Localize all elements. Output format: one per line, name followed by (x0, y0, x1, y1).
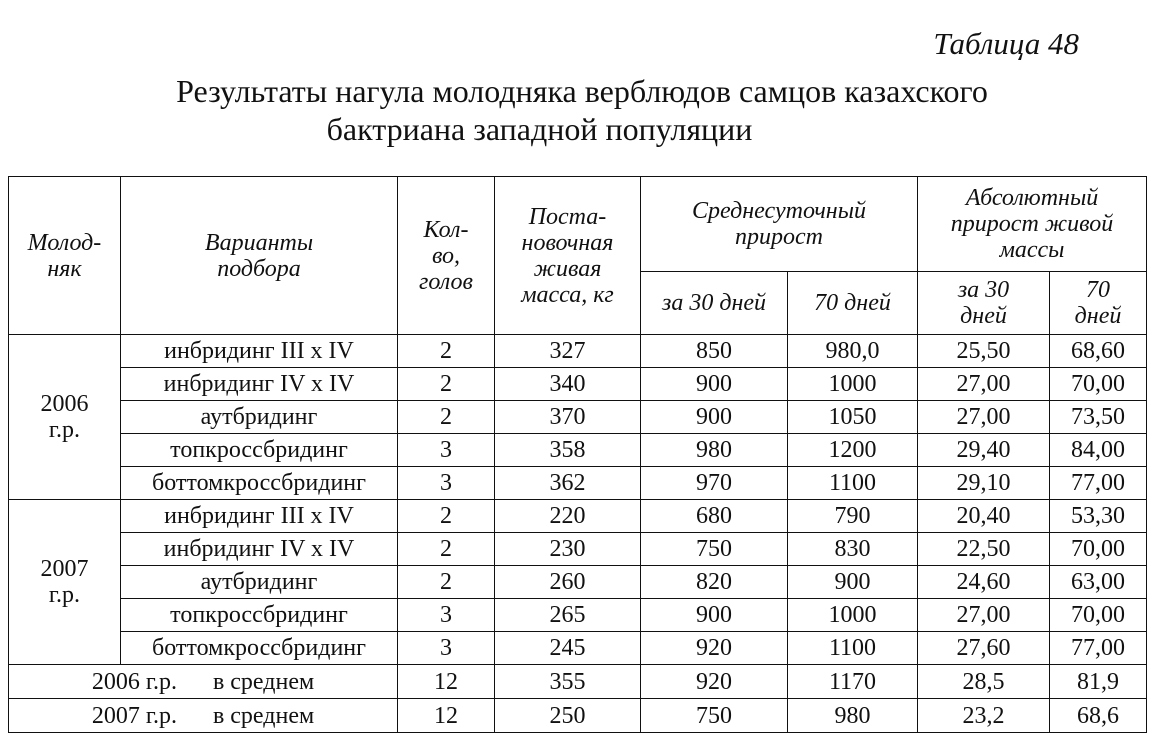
average-row-2007 (9, 699, 1147, 733)
table-row (9, 632, 1147, 665)
variant-cell: боттомкроссбридинг (121, 632, 398, 665)
count-cell: 2 (398, 401, 495, 434)
variant-cell: инбридинг III x IV (121, 335, 398, 368)
daily70-cell: 1200 (788, 434, 918, 467)
variant-cell: инбридинг III x IV (121, 500, 398, 533)
table-row (9, 599, 1147, 632)
variant-cell: топкроссбридинг (121, 434, 398, 467)
abs70-cell: 77,00 (1050, 467, 1147, 500)
abs70-cell: 70,00 (1050, 599, 1147, 632)
header-count: Кол- во, голов (398, 177, 495, 335)
daily30-cell: 900 (641, 368, 788, 401)
abs30-cell: 27,00 (918, 599, 1050, 632)
daily30-cell: 980 (641, 434, 788, 467)
daily70-cell: 1170 (788, 665, 918, 699)
mass-cell: 220 (495, 500, 641, 533)
daily30-cell: 750 (641, 699, 788, 733)
abs30-cell: 24,60 (918, 566, 1050, 599)
year-cell-2007: 2007 г.р. (9, 500, 121, 665)
mass-cell: 260 (495, 566, 641, 599)
daily30-cell: 900 (641, 401, 788, 434)
average-row-2006 (9, 665, 1147, 699)
daily30-cell: 750 (641, 533, 788, 566)
variant-cell: инбридинг IV x IV (121, 368, 398, 401)
abs70-cell: 77,00 (1050, 632, 1147, 665)
header-absolute-gain: Абсолютный прирост живой массы (918, 177, 1147, 272)
header-daily-70: 70 дней (788, 272, 918, 335)
mass-cell: 358 (495, 434, 641, 467)
table-row (9, 434, 1147, 467)
daily30-cell: 900 (641, 599, 788, 632)
abs70-cell: 70,00 (1050, 533, 1147, 566)
abs70-cell: 68,60 (1050, 335, 1147, 368)
table-row (9, 467, 1147, 500)
count-cell: 3 (398, 599, 495, 632)
daily70-cell: 1000 (788, 599, 918, 632)
mass-cell: 327 (495, 335, 641, 368)
abs30-cell: 27,00 (918, 401, 1050, 434)
daily30-cell: 920 (641, 665, 788, 699)
variant-cell: аутбридинг (121, 401, 398, 434)
abs30-cell: 27,00 (918, 368, 1050, 401)
average-label: 2007 г.р. в среднем (9, 699, 398, 733)
table-number: Таблица 48 (933, 26, 1079, 61)
abs70-cell: 70,00 (1050, 368, 1147, 401)
daily70-cell: 1050 (788, 401, 918, 434)
abs30-cell: 29,10 (918, 467, 1050, 500)
count-cell: 2 (398, 533, 495, 566)
header-abs-70: 70 дней (1050, 272, 1147, 335)
count-cell: 3 (398, 632, 495, 665)
count-cell: 12 (398, 665, 495, 699)
abs70-cell: 84,00 (1050, 434, 1147, 467)
abs30-cell: 27,60 (918, 632, 1050, 665)
table-row (9, 401, 1147, 434)
header-daily-gain: Среднесуточный прирост (641, 177, 918, 272)
count-cell: 2 (398, 368, 495, 401)
abs70-cell: 81,9 (1050, 665, 1147, 699)
header-abs-30: за 30 дней (918, 272, 1050, 335)
count-cell: 2 (398, 566, 495, 599)
daily30-cell: 920 (641, 632, 788, 665)
daily70-cell: 980 (788, 699, 918, 733)
header-youngstock: Молод- няк (9, 177, 121, 335)
abs30-cell: 20,40 (918, 500, 1050, 533)
daily70-cell: 980,0 (788, 335, 918, 368)
count-cell: 2 (398, 500, 495, 533)
table-row (9, 500, 1147, 533)
daily30-cell: 970 (641, 467, 788, 500)
mass-cell: 245 (495, 632, 641, 665)
title-line-2: бактриана западной популяции (326, 111, 753, 147)
table-row (9, 566, 1147, 599)
abs30-cell: 25,50 (918, 335, 1050, 368)
count-cell: 2 (398, 335, 495, 368)
mass-cell: 355 (495, 665, 641, 699)
table-row (9, 368, 1147, 401)
table-row (9, 335, 1147, 368)
results-table (8, 176, 1147, 733)
variant-cell: топкроссбридинг (121, 599, 398, 632)
abs70-cell: 73,50 (1050, 401, 1147, 434)
header-setting-mass: Поста- новочная живая масса, кг (495, 177, 641, 335)
daily70-cell: 900 (788, 566, 918, 599)
abs70-cell: 63,00 (1050, 566, 1147, 599)
mass-cell: 250 (495, 699, 641, 733)
table-row (9, 533, 1147, 566)
daily70-cell: 1000 (788, 368, 918, 401)
variant-cell: инбридинг IV x IV (121, 533, 398, 566)
daily30-cell: 850 (641, 335, 788, 368)
daily30-cell: 820 (641, 566, 788, 599)
variant-cell: боттомкроссбридинг (121, 467, 398, 500)
daily70-cell: 790 (788, 500, 918, 533)
daily70-cell: 1100 (788, 467, 918, 500)
abs70-cell: 53,30 (1050, 500, 1147, 533)
header-daily-30: за 30 дней (641, 272, 788, 335)
title-line-1: Результаты нагула молодняка верблюдов самцов казахского (176, 73, 988, 109)
abs30-cell: 23,2 (918, 699, 1050, 733)
abs30-cell: 22,50 (918, 533, 1050, 566)
daily70-cell: 1100 (788, 632, 918, 665)
abs30-cell: 28,5 (918, 665, 1050, 699)
mass-cell: 340 (495, 368, 641, 401)
abs30-cell: 29,40 (918, 434, 1050, 467)
mass-cell: 370 (495, 401, 641, 434)
average-label: 2006 г.р. в среднем (9, 665, 398, 699)
count-cell: 3 (398, 467, 495, 500)
mass-cell: 265 (495, 599, 641, 632)
daily30-cell: 680 (641, 500, 788, 533)
table-title (0, 72, 1159, 148)
mass-cell: 230 (495, 533, 641, 566)
header-variants: Варианты подбора (121, 177, 398, 335)
abs70-cell: 68,6 (1050, 699, 1147, 733)
mass-cell: 362 (495, 467, 641, 500)
daily70-cell: 830 (788, 533, 918, 566)
count-cell: 3 (398, 434, 495, 467)
year-cell-2006: 2006 г.р. (9, 335, 121, 500)
count-cell: 12 (398, 699, 495, 733)
variant-cell: аутбридинг (121, 566, 398, 599)
